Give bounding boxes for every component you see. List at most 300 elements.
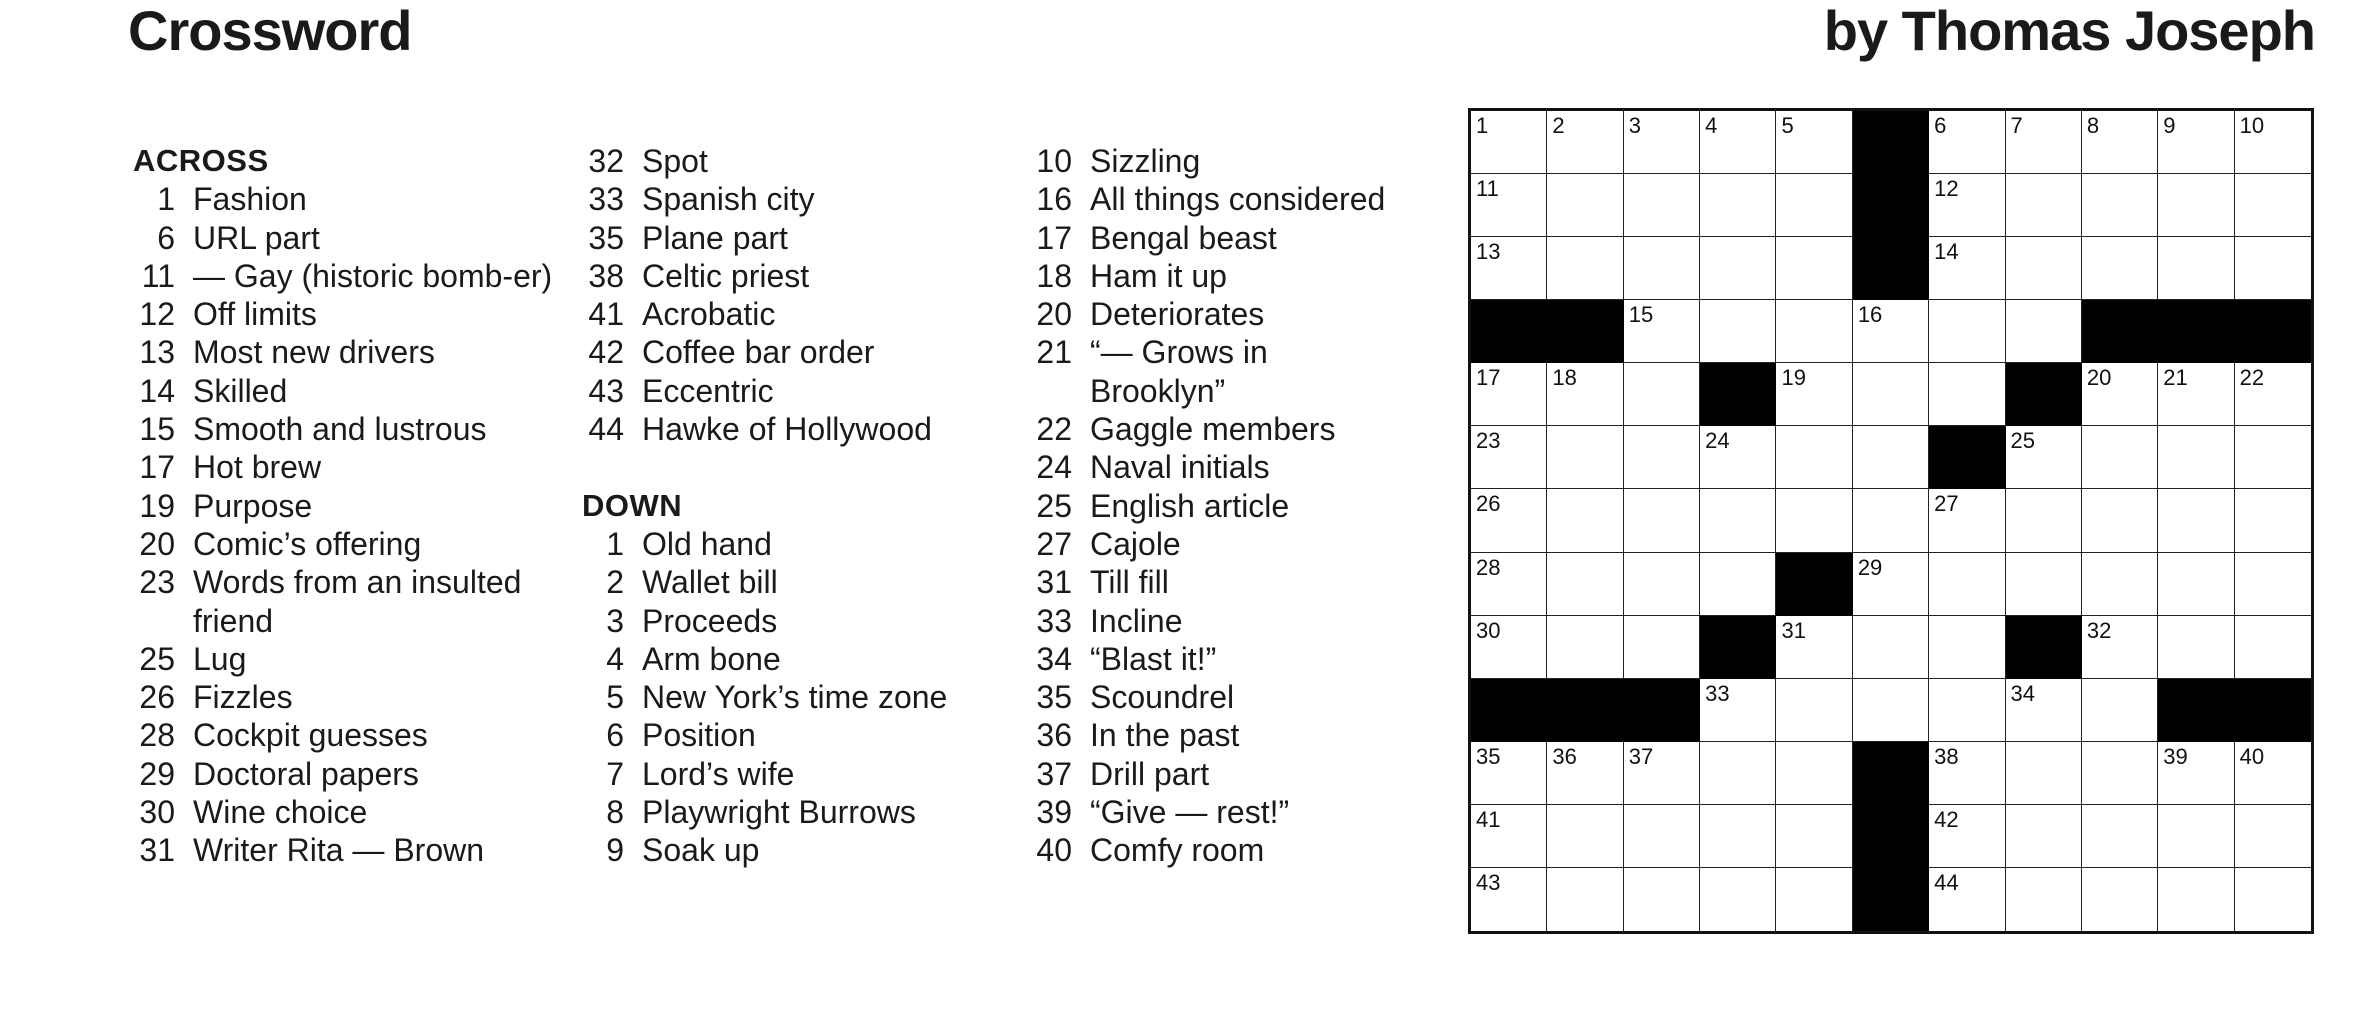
clue-text: Scoundrel bbox=[1090, 679, 1235, 716]
clue-item bbox=[582, 295, 1022, 333]
clue-text: Soak up bbox=[642, 832, 760, 869]
clue-text: — Gay (historic bomb-er) bbox=[193, 257, 553, 294]
clue-number: 1 bbox=[606, 525, 624, 562]
clue-text: “Give — rest!” bbox=[1090, 794, 1290, 831]
grid-cell[interactable] bbox=[2082, 868, 2158, 931]
clue-item bbox=[582, 755, 1022, 793]
grid-cell[interactable] bbox=[1853, 616, 1929, 679]
grid-cell[interactable] bbox=[1929, 111, 2005, 174]
grid-cell[interactable] bbox=[2082, 111, 2158, 174]
clue-text: Till fill bbox=[1090, 564, 1169, 601]
grid-cell[interactable] bbox=[1700, 679, 1776, 742]
crossword-grid bbox=[1468, 108, 2314, 934]
grid-cell[interactable] bbox=[2235, 805, 2311, 868]
grid-cell[interactable] bbox=[1547, 111, 1623, 174]
clue-column-3 bbox=[1030, 142, 1410, 870]
grid-cell[interactable] bbox=[1776, 174, 1852, 237]
grid-cell-black bbox=[1471, 300, 1547, 363]
clue-number: 35 bbox=[588, 219, 624, 256]
grid-cell[interactable] bbox=[1776, 742, 1852, 805]
clue-item bbox=[133, 180, 553, 218]
clue-item bbox=[133, 793, 553, 831]
clue-number: 22 bbox=[1036, 411, 1072, 448]
clue-text: Celtic priest bbox=[642, 257, 810, 294]
clue-text: All things considered bbox=[1090, 181, 1386, 218]
grid-cell[interactable] bbox=[1853, 300, 1929, 363]
page-title: Crossword bbox=[128, 0, 412, 62]
grid-cell[interactable] bbox=[2082, 553, 2158, 616]
grid-cell[interactable] bbox=[2158, 616, 2234, 679]
cell-number: 38 bbox=[1934, 743, 1959, 769]
clue-text: In the past bbox=[1090, 717, 1240, 754]
grid-cell[interactable] bbox=[2235, 616, 2311, 679]
grid-cell[interactable] bbox=[2082, 237, 2158, 300]
grid-cell[interactable] bbox=[2235, 363, 2311, 426]
clue-number: 19 bbox=[139, 487, 175, 524]
grid-cell[interactable] bbox=[1929, 805, 2005, 868]
cell-number: 27 bbox=[1934, 491, 1959, 517]
grid-cell[interactable] bbox=[1929, 742, 2005, 805]
clue-number: 34 bbox=[1036, 640, 1072, 677]
grid-cell[interactable] bbox=[2082, 489, 2158, 552]
clue-text: Spanish city bbox=[642, 181, 815, 218]
grid-cell[interactable] bbox=[1776, 489, 1852, 552]
clue-number: 6 bbox=[157, 219, 175, 256]
clue-text: Wine choice bbox=[193, 794, 368, 831]
clue-number: 33 bbox=[1036, 602, 1072, 639]
grid-cell[interactable] bbox=[2158, 805, 2234, 868]
grid-cell-black bbox=[1929, 426, 2005, 489]
grid-cell-black bbox=[1471, 679, 1547, 742]
grid-cell[interactable] bbox=[2082, 679, 2158, 742]
grid-cell[interactable] bbox=[1700, 237, 1776, 300]
clue-item bbox=[582, 142, 1022, 180]
grid-cell[interactable] bbox=[1471, 489, 1547, 552]
grid-cell[interactable] bbox=[1471, 426, 1547, 489]
clue-number: 20 bbox=[139, 525, 175, 562]
cell-number: 23 bbox=[1476, 428, 1501, 454]
grid-cell[interactable] bbox=[2006, 111, 2082, 174]
clue-item bbox=[133, 372, 553, 410]
clue-number: 11 bbox=[141, 257, 175, 294]
clue-text: “— Grows in Brooklyn” bbox=[1090, 334, 1268, 409]
clue-column-1 bbox=[133, 142, 553, 870]
grid-cell[interactable] bbox=[1624, 237, 1700, 300]
grid-cell[interactable] bbox=[2006, 679, 2082, 742]
grid-cell[interactable] bbox=[1853, 363, 1929, 426]
clue-item bbox=[1030, 755, 1410, 793]
grid-cell[interactable] bbox=[1547, 742, 1623, 805]
grid-cell[interactable] bbox=[1547, 805, 1623, 868]
clue-text: Bengal beast bbox=[1090, 219, 1277, 256]
clue-item bbox=[1030, 793, 1410, 831]
clue-number: 20 bbox=[1036, 296, 1072, 333]
clue-number: 8 bbox=[606, 794, 624, 831]
grid-cell[interactable] bbox=[1700, 111, 1776, 174]
grid-cell[interactable] bbox=[1776, 426, 1852, 489]
grid-cell[interactable] bbox=[2006, 742, 2082, 805]
clue-number: 31 bbox=[1036, 564, 1072, 601]
cell-number: 20 bbox=[2086, 365, 2112, 391]
grid-cell-black bbox=[2158, 300, 2234, 363]
cell-number: 40 bbox=[2239, 743, 2265, 769]
grid-cell[interactable] bbox=[1471, 174, 1547, 237]
grid-cell[interactable] bbox=[1929, 174, 2005, 237]
clue-item bbox=[1030, 142, 1410, 180]
grid-cell[interactable] bbox=[1700, 489, 1776, 552]
clue-number: 6 bbox=[606, 717, 624, 754]
clue-item bbox=[133, 716, 553, 754]
clue-text: Hot brew bbox=[193, 449, 322, 486]
clue-text: Fashion bbox=[193, 181, 307, 218]
byline: by Thomas Joseph bbox=[1823, 0, 2315, 62]
grid-cell[interactable] bbox=[1624, 174, 1700, 237]
grid-cell[interactable] bbox=[1929, 363, 2005, 426]
clue-number: 5 bbox=[606, 679, 624, 716]
grid-cell[interactable] bbox=[2158, 553, 2234, 616]
clue-item bbox=[133, 525, 553, 563]
grid-cell[interactable] bbox=[1547, 363, 1623, 426]
grid-cell[interactable] bbox=[2082, 616, 2158, 679]
cell-number: 39 bbox=[2163, 743, 2188, 769]
clue-number: 36 bbox=[1036, 717, 1072, 754]
cell-number: 31 bbox=[1781, 617, 1806, 643]
grid-cell-black bbox=[1853, 237, 1929, 300]
grid-cell[interactable] bbox=[2235, 489, 2311, 552]
cell-number: 30 bbox=[1476, 617, 1501, 643]
cell-number: 25 bbox=[2010, 428, 2036, 454]
grid-cell[interactable] bbox=[2082, 426, 2158, 489]
grid-cell[interactable] bbox=[1471, 742, 1547, 805]
clue-item bbox=[1030, 716, 1410, 754]
grid-cell[interactable] bbox=[1471, 111, 1547, 174]
grid-cell[interactable] bbox=[1624, 300, 1700, 363]
cell-number: 37 bbox=[1628, 743, 1654, 769]
grid-cell[interactable] bbox=[2006, 553, 2082, 616]
grid-cell-black bbox=[1624, 679, 1700, 742]
clue-item bbox=[1030, 448, 1410, 486]
cell-number: 7 bbox=[2010, 113, 2023, 138]
clue-text: Lug bbox=[193, 640, 247, 677]
clue-item bbox=[133, 257, 553, 295]
clue-number: 7 bbox=[606, 755, 624, 792]
clue-text: Arm bone bbox=[642, 640, 781, 677]
clue-number: 1 bbox=[157, 181, 175, 218]
clue-text: Eccentric bbox=[642, 372, 774, 409]
clue-text: Acrobatic bbox=[642, 296, 776, 333]
section-spacer bbox=[582, 448, 1022, 486]
grid-cell[interactable] bbox=[1700, 174, 1776, 237]
grid-cell[interactable] bbox=[2158, 868, 2234, 931]
cell-number: 41 bbox=[1476, 806, 1501, 832]
grid-cell-black bbox=[1776, 553, 1852, 616]
clue-item bbox=[1030, 295, 1410, 333]
clue-text: Proceeds bbox=[642, 602, 778, 639]
clue-text: Wallet bill bbox=[642, 564, 778, 601]
clue-number: 33 bbox=[588, 181, 624, 218]
grid-cell[interactable] bbox=[1776, 237, 1852, 300]
clue-number: 27 bbox=[1036, 525, 1072, 562]
grid-cell[interactable] bbox=[1700, 300, 1776, 363]
clue-text: Drill part bbox=[1090, 755, 1210, 792]
grid-cell[interactable] bbox=[2006, 489, 2082, 552]
grid-cell[interactable] bbox=[1929, 868, 2005, 931]
grid-cell[interactable] bbox=[1776, 111, 1852, 174]
grid-cell[interactable] bbox=[2082, 742, 2158, 805]
grid-cell[interactable] bbox=[2006, 300, 2082, 363]
clue-number: 21 bbox=[1036, 334, 1072, 371]
grid-cell-black bbox=[1547, 679, 1623, 742]
clue-text: Naval initials bbox=[1090, 449, 1270, 486]
grid-cell[interactable] bbox=[1471, 237, 1547, 300]
grid-cell[interactable] bbox=[1624, 363, 1700, 426]
grid-cell-black bbox=[2158, 679, 2234, 742]
clue-text: Writer Rita — Brown bbox=[193, 832, 485, 869]
grid-cell[interactable] bbox=[1624, 111, 1700, 174]
grid-cell[interactable] bbox=[2235, 237, 2311, 300]
cell-number: 8 bbox=[2086, 113, 2100, 138]
cell-number: 6 bbox=[1934, 113, 1947, 138]
cell-number: 36 bbox=[1552, 743, 1577, 769]
grid-cell[interactable] bbox=[2158, 426, 2234, 489]
grid-cell[interactable] bbox=[1776, 300, 1852, 363]
grid-cell[interactable] bbox=[1929, 237, 2005, 300]
clue-number: 12 bbox=[139, 296, 175, 333]
cell-number: 28 bbox=[1476, 554, 1501, 580]
clue-number: 39 bbox=[1036, 794, 1072, 831]
grid-cell[interactable] bbox=[1929, 300, 2005, 363]
cell-number: 11 bbox=[1476, 176, 1499, 202]
grid-cell[interactable] bbox=[1547, 174, 1623, 237]
grid-cell[interactable] bbox=[1547, 553, 1623, 616]
grid-cell[interactable] bbox=[2158, 489, 2234, 552]
cell-number: 24 bbox=[1705, 428, 1730, 454]
clue-item bbox=[582, 525, 1022, 563]
down-heading: DOWN bbox=[582, 487, 683, 523]
grid-cell[interactable] bbox=[1471, 363, 1547, 426]
grid-cell[interactable] bbox=[1776, 363, 1852, 426]
clue-number: 24 bbox=[1036, 449, 1072, 486]
grid-cell[interactable] bbox=[1624, 616, 1700, 679]
across-heading: ACROSS bbox=[133, 143, 269, 178]
clue-number: 43 bbox=[588, 372, 624, 409]
grid-cell[interactable] bbox=[2006, 426, 2082, 489]
grid-cell-black bbox=[1700, 363, 1776, 426]
grid-cell-black bbox=[1853, 174, 1929, 237]
clue-number: 4 bbox=[606, 640, 624, 677]
grid-cell-black bbox=[1547, 300, 1623, 363]
grid-cell[interactable] bbox=[1624, 426, 1700, 489]
grid-cell-black bbox=[2235, 300, 2311, 363]
grid-cell[interactable] bbox=[1776, 868, 1852, 931]
clue-text: Most new drivers bbox=[193, 334, 435, 371]
cell-number: 18 bbox=[1552, 365, 1577, 391]
grid-cell[interactable] bbox=[2158, 111, 2234, 174]
grid-cell[interactable] bbox=[2158, 363, 2234, 426]
grid-cell[interactable] bbox=[2235, 742, 2311, 805]
clue-item bbox=[1030, 563, 1410, 601]
grid-cell[interactable] bbox=[1700, 426, 1776, 489]
cell-number: 29 bbox=[1857, 554, 1883, 580]
cell-number: 10 bbox=[2239, 113, 2265, 138]
clue-text: Hawke of Hollywood bbox=[642, 411, 932, 448]
cell-number: 15 bbox=[1628, 302, 1654, 328]
clue-text: Plane part bbox=[642, 219, 788, 256]
grid-cell[interactable] bbox=[2235, 553, 2311, 616]
clue-number: 14 bbox=[139, 372, 175, 409]
grid-cell[interactable] bbox=[2082, 174, 2158, 237]
clue-item bbox=[1030, 257, 1410, 295]
cell-number: 17 bbox=[1476, 365, 1501, 391]
grid-cell[interactable] bbox=[2158, 237, 2234, 300]
clue-item bbox=[133, 563, 553, 640]
grid-cell-black bbox=[2082, 300, 2158, 363]
clue-item bbox=[1030, 831, 1410, 869]
clue-number: 25 bbox=[139, 640, 175, 677]
cell-number: 16 bbox=[1857, 302, 1883, 328]
clue-text: Lord’s wife bbox=[642, 755, 795, 792]
grid-cell[interactable] bbox=[1700, 805, 1776, 868]
clue-number: 17 bbox=[139, 449, 175, 486]
grid-cell[interactable] bbox=[2235, 426, 2311, 489]
cell-number: 43 bbox=[1476, 869, 1501, 895]
grid-cell[interactable] bbox=[1547, 868, 1623, 931]
grid-cell[interactable] bbox=[1776, 679, 1852, 742]
clue-number: 25 bbox=[1036, 487, 1072, 524]
cell-number: 4 bbox=[1705, 113, 1718, 138]
grid-cell[interactable] bbox=[1853, 426, 1929, 489]
cell-number: 19 bbox=[1781, 365, 1806, 391]
clue-text: Off limits bbox=[193, 296, 317, 333]
clue-text: Comfy room bbox=[1090, 832, 1265, 869]
cell-number: 26 bbox=[1476, 491, 1501, 517]
clue-number: 3 bbox=[606, 602, 624, 639]
clue-item bbox=[1030, 602, 1410, 640]
clue-text: Comic’s offering bbox=[193, 525, 422, 562]
clue-item bbox=[582, 678, 1022, 716]
clue-number: 2 bbox=[606, 564, 624, 601]
grid-cell[interactable] bbox=[2006, 174, 2082, 237]
clue-number: 37 bbox=[1036, 755, 1072, 792]
clue-text: Doctoral papers bbox=[193, 755, 419, 792]
clue-item bbox=[1030, 487, 1410, 525]
clue-item bbox=[582, 563, 1022, 601]
grid-cell[interactable] bbox=[2082, 363, 2158, 426]
grid-cell[interactable] bbox=[1624, 805, 1700, 868]
grid-cell[interactable] bbox=[1624, 868, 1700, 931]
clue-item bbox=[133, 333, 553, 371]
grid-cell[interactable] bbox=[1547, 237, 1623, 300]
cell-number: 2 bbox=[1552, 113, 1565, 138]
grid-cell[interactable] bbox=[1853, 679, 1929, 742]
clue-item bbox=[582, 410, 1022, 448]
grid-cell[interactable] bbox=[1624, 489, 1700, 552]
cell-number: 9 bbox=[2163, 113, 2176, 138]
grid-cell-black bbox=[2006, 363, 2082, 426]
grid-cell[interactable] bbox=[2235, 174, 2311, 237]
grid-cell-black bbox=[1853, 111, 1929, 174]
grid-cell[interactable] bbox=[1624, 553, 1700, 616]
clue-number: 28 bbox=[139, 717, 175, 754]
grid-cell[interactable] bbox=[1929, 553, 2005, 616]
grid-cell[interactable] bbox=[1929, 489, 2005, 552]
cell-number: 1 bbox=[1476, 113, 1489, 138]
grid-cell[interactable] bbox=[1547, 489, 1623, 552]
clue-text: Gaggle members bbox=[1090, 411, 1336, 448]
cell-number: 32 bbox=[2086, 617, 2112, 643]
cell-number: 5 bbox=[1781, 113, 1794, 138]
grid-cell[interactable] bbox=[1624, 742, 1700, 805]
grid-cell[interactable] bbox=[2006, 868, 2082, 931]
clue-item bbox=[133, 410, 553, 448]
grid-cell-black bbox=[2235, 679, 2311, 742]
clue-text: English article bbox=[1090, 487, 1290, 524]
cell-number: 22 bbox=[2239, 365, 2265, 391]
clue-text: Playwright Burrows bbox=[642, 794, 916, 831]
clue-text: New York’s time zone bbox=[642, 679, 948, 716]
clue-text: Fizzles bbox=[193, 679, 293, 716]
grid-cell[interactable] bbox=[1471, 868, 1547, 931]
clue-text: Coffee bar order bbox=[642, 334, 875, 371]
grid-cell[interactable] bbox=[1547, 616, 1623, 679]
grid-cell-black bbox=[2006, 616, 2082, 679]
clue-number: 30 bbox=[139, 794, 175, 831]
grid-cell[interactable] bbox=[1471, 805, 1547, 868]
grid-cell[interactable] bbox=[1776, 805, 1852, 868]
clue-text: Smooth and lustrous bbox=[193, 411, 487, 448]
cell-number: 42 bbox=[1934, 806, 1959, 832]
grid-cell[interactable] bbox=[1853, 553, 1929, 616]
grid-cell[interactable] bbox=[1547, 426, 1623, 489]
grid-cell[interactable] bbox=[2235, 868, 2311, 931]
clue-number: 41 bbox=[588, 296, 624, 333]
grid-cell[interactable] bbox=[2006, 805, 2082, 868]
grid-cell[interactable] bbox=[2082, 805, 2158, 868]
grid-cell[interactable] bbox=[1929, 616, 2005, 679]
clue-item bbox=[1030, 525, 1410, 563]
grid-cell[interactable] bbox=[1700, 553, 1776, 616]
grid-cell[interactable] bbox=[1700, 868, 1776, 931]
cell-number: 34 bbox=[2010, 680, 2036, 706]
grid-cell[interactable] bbox=[2158, 174, 2234, 237]
clue-text: Deteriorates bbox=[1090, 296, 1265, 333]
grid-cell[interactable] bbox=[1776, 616, 1852, 679]
grid-cell[interactable] bbox=[2158, 742, 2234, 805]
grid-cell[interactable] bbox=[1700, 742, 1776, 805]
clue-number: 40 bbox=[1036, 832, 1072, 869]
grid-cell-black bbox=[1853, 868, 1929, 931]
clue-text: Words from an insulted friend bbox=[193, 564, 522, 639]
grid-cell[interactable] bbox=[1929, 679, 2005, 742]
grid-cell-black bbox=[1853, 742, 1929, 805]
grid-cell[interactable] bbox=[1853, 489, 1929, 552]
grid-cell-black bbox=[1853, 805, 1929, 868]
clue-number: 26 bbox=[139, 679, 175, 716]
clue-text: Spot bbox=[642, 143, 708, 179]
clue-item bbox=[582, 831, 1022, 869]
clue-item bbox=[133, 755, 553, 793]
clue-text: Ham it up bbox=[1090, 257, 1227, 294]
cell-number: 35 bbox=[1476, 743, 1501, 769]
grid-cell[interactable] bbox=[2006, 237, 2082, 300]
cell-number: 21 bbox=[2163, 365, 2188, 391]
clue-text: Purpose bbox=[193, 487, 313, 524]
grid-cell[interactable] bbox=[2235, 111, 2311, 174]
clue-text: Old hand bbox=[642, 525, 772, 562]
grid-cell[interactable] bbox=[1471, 616, 1547, 679]
grid-cell[interactable] bbox=[1471, 553, 1547, 616]
cell-number: 3 bbox=[1628, 113, 1641, 138]
